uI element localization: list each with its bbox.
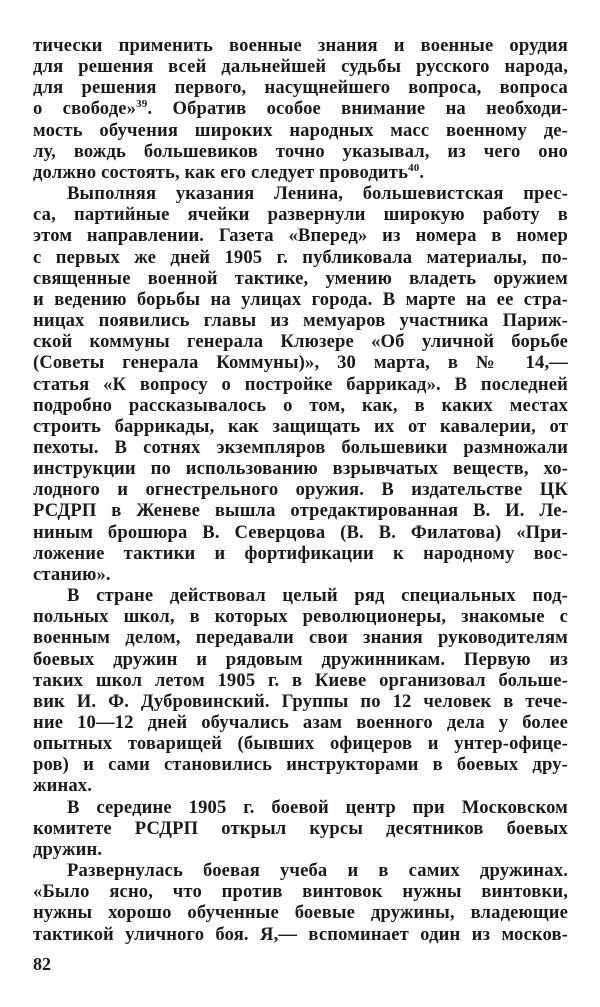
text-line: тактикой уличного боя. Я,— вспоминает один из москов- [33, 923, 568, 945]
text-line: «Было ясно, что против винтовок нужны винтовки, [33, 881, 568, 903]
page-number: 82 [33, 954, 51, 974]
footnote-ref-40[interactable]: 40 [408, 161, 420, 174]
text-line: ложение тактики и фортификации к народному вос- [33, 542, 568, 564]
text-line: пехоты. В сотнях экземпляров большевики размножали [33, 436, 568, 458]
paragraph-1 [33, 35, 568, 183]
text-line: В стране действовал целый ряд специальных под- [67, 585, 568, 607]
paragraph-5 [33, 860, 568, 945]
text-line: РСДРП в Женеве вышла отредактированная В. И. Ле- [33, 500, 568, 522]
text-line [33, 162, 568, 183]
text-fragment: . [419, 161, 425, 183]
text-line: тически применить военные знания и военные орудия [33, 35, 568, 56]
text-line: лодного и огнестрельного оружия. В издательстве ЦК [33, 479, 568, 501]
text-line: статья «К вопросу о постройке баррикад». В последней [33, 373, 568, 395]
text-line: этом направлении. Газета «Вперед» из номера в номер [33, 225, 568, 247]
text-line: (Советы генерала Коммуны)», 30 марта, в № 14,— [33, 352, 568, 374]
text-line: ниным брошюра В. Северцова (В. В. Филатова) «При- [33, 521, 568, 543]
text-line: са, партийные ячейки развернули широкую работу в [33, 204, 568, 226]
book-page-text [33, 35, 568, 945]
text-line: ницах появились главы из мемуаров участника Париж- [33, 310, 568, 332]
text-fragment: о свободе» [33, 98, 137, 120]
text-line [33, 98, 568, 119]
text-line: вик И. Ф. Дубровинский. Группы по 12 человек в тече- [33, 690, 568, 712]
paragraph-3 [33, 585, 568, 797]
text-line: для решения первого, насущнейшего вопроса, вопроса [33, 77, 568, 99]
text-line: Развернулась боевая учеба и в самих дружинах. [67, 860, 568, 882]
text-line: опытных товарищей (бывших офицеров и унтер-офице- [33, 733, 568, 755]
text-fragment: . Обратив особое внимание на необходи- [147, 98, 568, 120]
text-line: боевых дружин и рядовым дружинникам. Первую из [33, 648, 568, 670]
text-line: военным делом, передавали свои знания руководителям [33, 627, 568, 649]
text-line: ской коммуны генерала Клюзере «Об уличной борьбе [33, 331, 568, 353]
text-line: с первых же дней 1905 г. публиковала материалы, по- [33, 246, 568, 268]
text-line: станию». [33, 563, 111, 585]
footnote-ref-39[interactable]: 39 [136, 98, 148, 111]
text-line: дружин. [33, 838, 103, 860]
text-line: комитете РСДРП открыл курсы десятников боевых [33, 817, 568, 839]
text-line: для решения всей дальнейшей судьбы русского народа, [33, 56, 568, 78]
text-line: Выполняя указания Ленина, большевистская прес- [67, 183, 568, 205]
text-line: и ведению борьбы на улицах города. В марте на ее стра- [33, 288, 568, 310]
text-line: польных школ, в которых революционеры, знакомые с [33, 606, 568, 628]
text-fragment: должно состоять, как его следует проводить [33, 161, 409, 183]
text-line: подробно рассказывалось о том, как, в каких местах [33, 394, 568, 416]
text-line: инструкции по использованию взрывчатых веществ, хо- [33, 458, 568, 480]
text-line: мость обучения широких народных масс военному де- [33, 119, 568, 141]
text-line: жинах. [33, 775, 93, 797]
text-line: таких школ летом 1905 г. в Киеве организовал больше- [33, 669, 568, 691]
text-line: В середине 1905 г. боевой центр при Московском [67, 796, 568, 818]
paragraph-2 [33, 183, 568, 585]
text-line: строить баррикады, как защищать их от кавалерии, от [33, 415, 568, 437]
text-line: ров) и сами становились инструкторами в боевых дру- [33, 754, 568, 776]
text-line: священные военной тактике, умению владеть оружием [33, 267, 568, 289]
text-line: лу, вождь большевиков точно указывал, из чего оно [33, 140, 568, 162]
paragraph-4 [33, 797, 568, 860]
text-line: нужны хорошо обученные боевые дружины, владеющие [33, 902, 568, 924]
text-line: ние 10—12 дней обучались азам военного дела у более [33, 712, 568, 733]
